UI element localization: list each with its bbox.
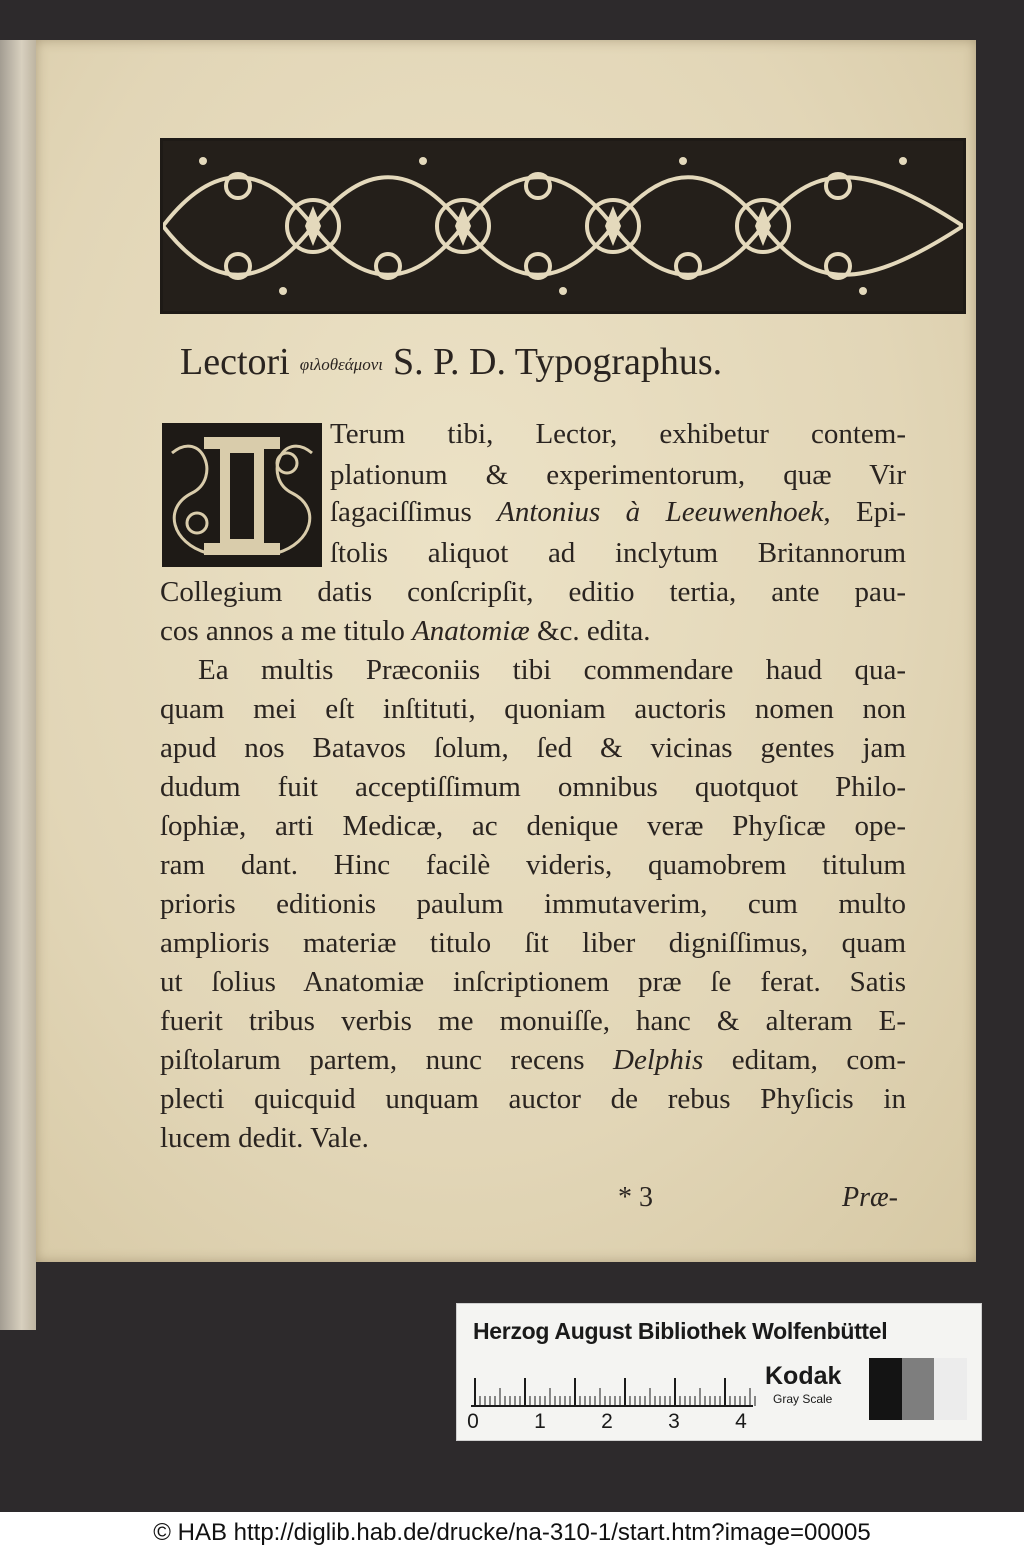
gray-scale-swatches <box>869 1358 967 1420</box>
color-target-card <box>456 1303 982 1441</box>
page-heading <box>180 335 880 389</box>
text-line: prioris editionis paulum immutaverim, cum multo <box>160 888 906 920</box>
heading-word: Lectori <box>180 341 290 383</box>
ornamental-headpiece <box>160 138 966 314</box>
gray-swatch <box>934 1358 967 1420</box>
text-line: amplioris materiæ titulo ſit liber digniſſimus, quam <box>160 927 906 959</box>
text-line: piſtolarum partem, nunc recens Delphis editam, com- <box>160 1044 906 1076</box>
text-line: ut ſolius Anatomiæ inſcriptionem præ ſe ferat. Satis <box>160 966 906 998</box>
catchword: Præ- <box>842 1182 898 1213</box>
book-edge <box>0 40 36 1330</box>
library-name: Herzog August Bibliothek Wolfenbüttel <box>473 1318 888 1344</box>
text-line: fuerit tribus verbis me monuiſſe, hanc & alteram E- <box>160 1005 906 1037</box>
ruler-number: 0 <box>467 1410 479 1433</box>
measurement-ruler <box>471 1368 761 1410</box>
text-line: plationum & experimentorum, quæ Vir <box>330 459 906 491</box>
text-line: lucem dedit. Vale. <box>160 1122 369 1154</box>
copyright-caption: © HAB http://diglib.hab.de/drucke/na-310-1/start.htm?image=00005 <box>0 1512 1024 1554</box>
ruler-number: 3 <box>668 1410 680 1433</box>
signature-mark: * 3 <box>618 1182 653 1213</box>
text-line: Collegium datis conſcripſit, editio tertia, ante pau- <box>160 576 906 608</box>
gray-scale-label: Gray Scale <box>773 1392 833 1406</box>
ruler-number: 4 <box>735 1410 747 1433</box>
decorated-initial-i <box>162 423 322 567</box>
heading-rest: S. P. D. Typographus. <box>392 341 723 383</box>
text-line: ſtolis aliquot ad inclytum Britannorum <box>330 537 906 569</box>
text-line: dudum fuit acceptiſſimum omnibus quotquot Philo- <box>160 771 906 803</box>
text-line: apud nos Batavos ſolum, ſed & vicinas gentes jam <box>160 732 906 764</box>
text-line: cos annos a me titulo Anatomiæ &c. edita. <box>160 615 651 647</box>
text-line: ſophiæ, arti Medicæ, ac denique veræ Phyſicæ ope- <box>160 810 906 842</box>
text-line: ram dant. Hinc facilè videris, quamobrem titulum <box>160 849 906 881</box>
gray-swatch <box>902 1358 935 1420</box>
ruler-number: 1 <box>534 1410 546 1433</box>
text-line: ſagaciſſimus Antonius à Leeuwenhoek, Epi- <box>330 496 906 528</box>
heading-greek: φιλοθεάμονι <box>299 355 383 374</box>
text-line: plecti quicquid unquam auctor de rebus Phyſicis in <box>160 1083 906 1115</box>
gray-swatch <box>869 1358 902 1420</box>
text-line: quam mei eſt inſtituti, quoniam auctoris nomen non <box>160 693 906 725</box>
text-line: Terum tibi, Lector, exhibetur contem- <box>330 418 906 450</box>
kodak-logo: Kodak <box>765 1362 842 1390</box>
text-line: Ea multis Præconiis tibi commendare haud qua- <box>198 654 906 686</box>
ruler-number: 2 <box>601 1410 613 1433</box>
